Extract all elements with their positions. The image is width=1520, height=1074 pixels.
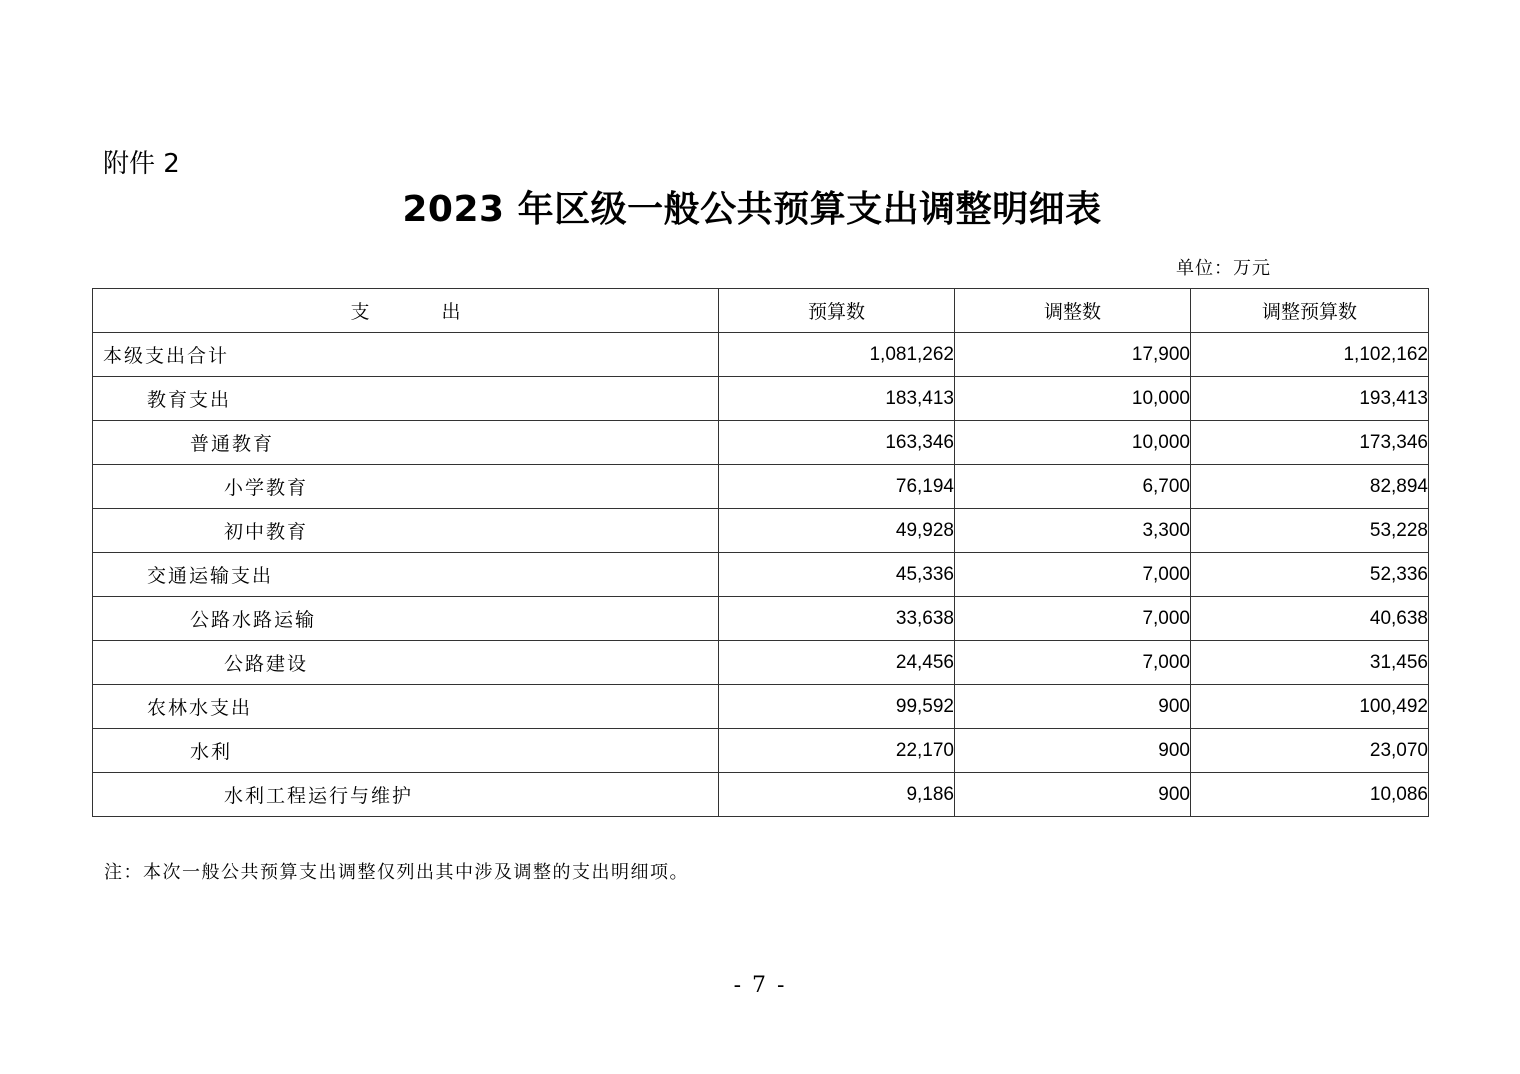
- row-budget: 76,194: [719, 465, 955, 509]
- header-expenditure: [93, 289, 719, 333]
- row-name: 公路水路运输: [93, 597, 719, 641]
- table-header-row: [93, 289, 1429, 333]
- budget-adjustment-table: [92, 288, 1429, 817]
- table-row: [93, 377, 1429, 421]
- row-adjustment: 7,000: [955, 553, 1191, 597]
- row-adjusted: 193,413: [1191, 377, 1429, 421]
- row-name: 本级支出合计: [93, 333, 719, 377]
- row-name: 交通运输支出: [93, 553, 719, 597]
- table-row: [93, 465, 1429, 509]
- table-row: [93, 597, 1429, 641]
- row-adjustment: 7,000: [955, 597, 1191, 641]
- row-budget: 163,346: [719, 421, 955, 465]
- row-budget: 49,928: [719, 509, 955, 553]
- attachment-label: 附件 2: [103, 149, 180, 179]
- unit-label: 单位：万元: [1176, 258, 1271, 279]
- row-name: 普通教育: [93, 421, 719, 465]
- row-adjusted: 40,638: [1191, 597, 1429, 641]
- table-row: [93, 553, 1429, 597]
- row-adjusted: 1,102,162: [1191, 333, 1429, 377]
- page-title: 2023 年区级一般公共预算支出调整明细表: [402, 189, 1102, 230]
- row-adjusted: 173,346: [1191, 421, 1429, 465]
- row-adjusted: 82,894: [1191, 465, 1429, 509]
- header-expenditure-part1: 支: [350, 301, 370, 323]
- table-row: [93, 729, 1429, 773]
- row-adjusted: 52,336: [1191, 553, 1429, 597]
- row-name: 教育支出: [93, 377, 719, 421]
- table-row: [93, 773, 1429, 817]
- row-adjusted: 31,456: [1191, 641, 1429, 685]
- row-adjustment: 17,900: [955, 333, 1191, 377]
- table-row: [93, 333, 1429, 377]
- row-budget: 33,638: [719, 597, 955, 641]
- row-adjustment: 900: [955, 773, 1191, 817]
- table-row: [93, 685, 1429, 729]
- table-row: [93, 509, 1429, 553]
- header-expenditure-part2: 出: [441, 301, 461, 323]
- row-adjustment: 10,000: [955, 421, 1191, 465]
- row-adjustment: 6,700: [955, 465, 1191, 509]
- row-name: 水利: [93, 729, 719, 773]
- row-name: 水利工程运行与维护: [93, 773, 719, 817]
- row-budget: 22,170: [719, 729, 955, 773]
- page-number: - 7 -: [733, 973, 787, 998]
- row-budget: 183,413: [719, 377, 955, 421]
- row-name: 农林水支出: [93, 685, 719, 729]
- row-budget: 45,336: [719, 553, 955, 597]
- row-adjustment: 3,300: [955, 509, 1191, 553]
- row-budget: 1,081,262: [719, 333, 955, 377]
- row-budget: 99,592: [719, 685, 955, 729]
- row-adjusted: 100,492: [1191, 685, 1429, 729]
- table-row: [93, 421, 1429, 465]
- header-adjustment: 调整数: [955, 289, 1191, 333]
- row-adjusted: 53,228: [1191, 509, 1429, 553]
- table-footnote: 注：本次一般公共预算支出调整仅列出其中涉及调整的支出明细项。: [104, 862, 689, 883]
- row-adjustment: 900: [955, 685, 1191, 729]
- row-adjustment: 900: [955, 729, 1191, 773]
- row-budget: 24,456: [719, 641, 955, 685]
- row-name: 公路建设: [93, 641, 719, 685]
- row-name: 初中教育: [93, 509, 719, 553]
- row-name: 小学教育: [93, 465, 719, 509]
- row-adjustment: 7,000: [955, 641, 1191, 685]
- row-adjustment: 10,000: [955, 377, 1191, 421]
- header-budget: 预算数: [719, 289, 955, 333]
- row-adjusted: 10,086: [1191, 773, 1429, 817]
- header-adjusted-budget: 调整预算数: [1191, 289, 1429, 333]
- row-adjusted: 23,070: [1191, 729, 1429, 773]
- table-row: [93, 641, 1429, 685]
- row-budget: 9,186: [719, 773, 955, 817]
